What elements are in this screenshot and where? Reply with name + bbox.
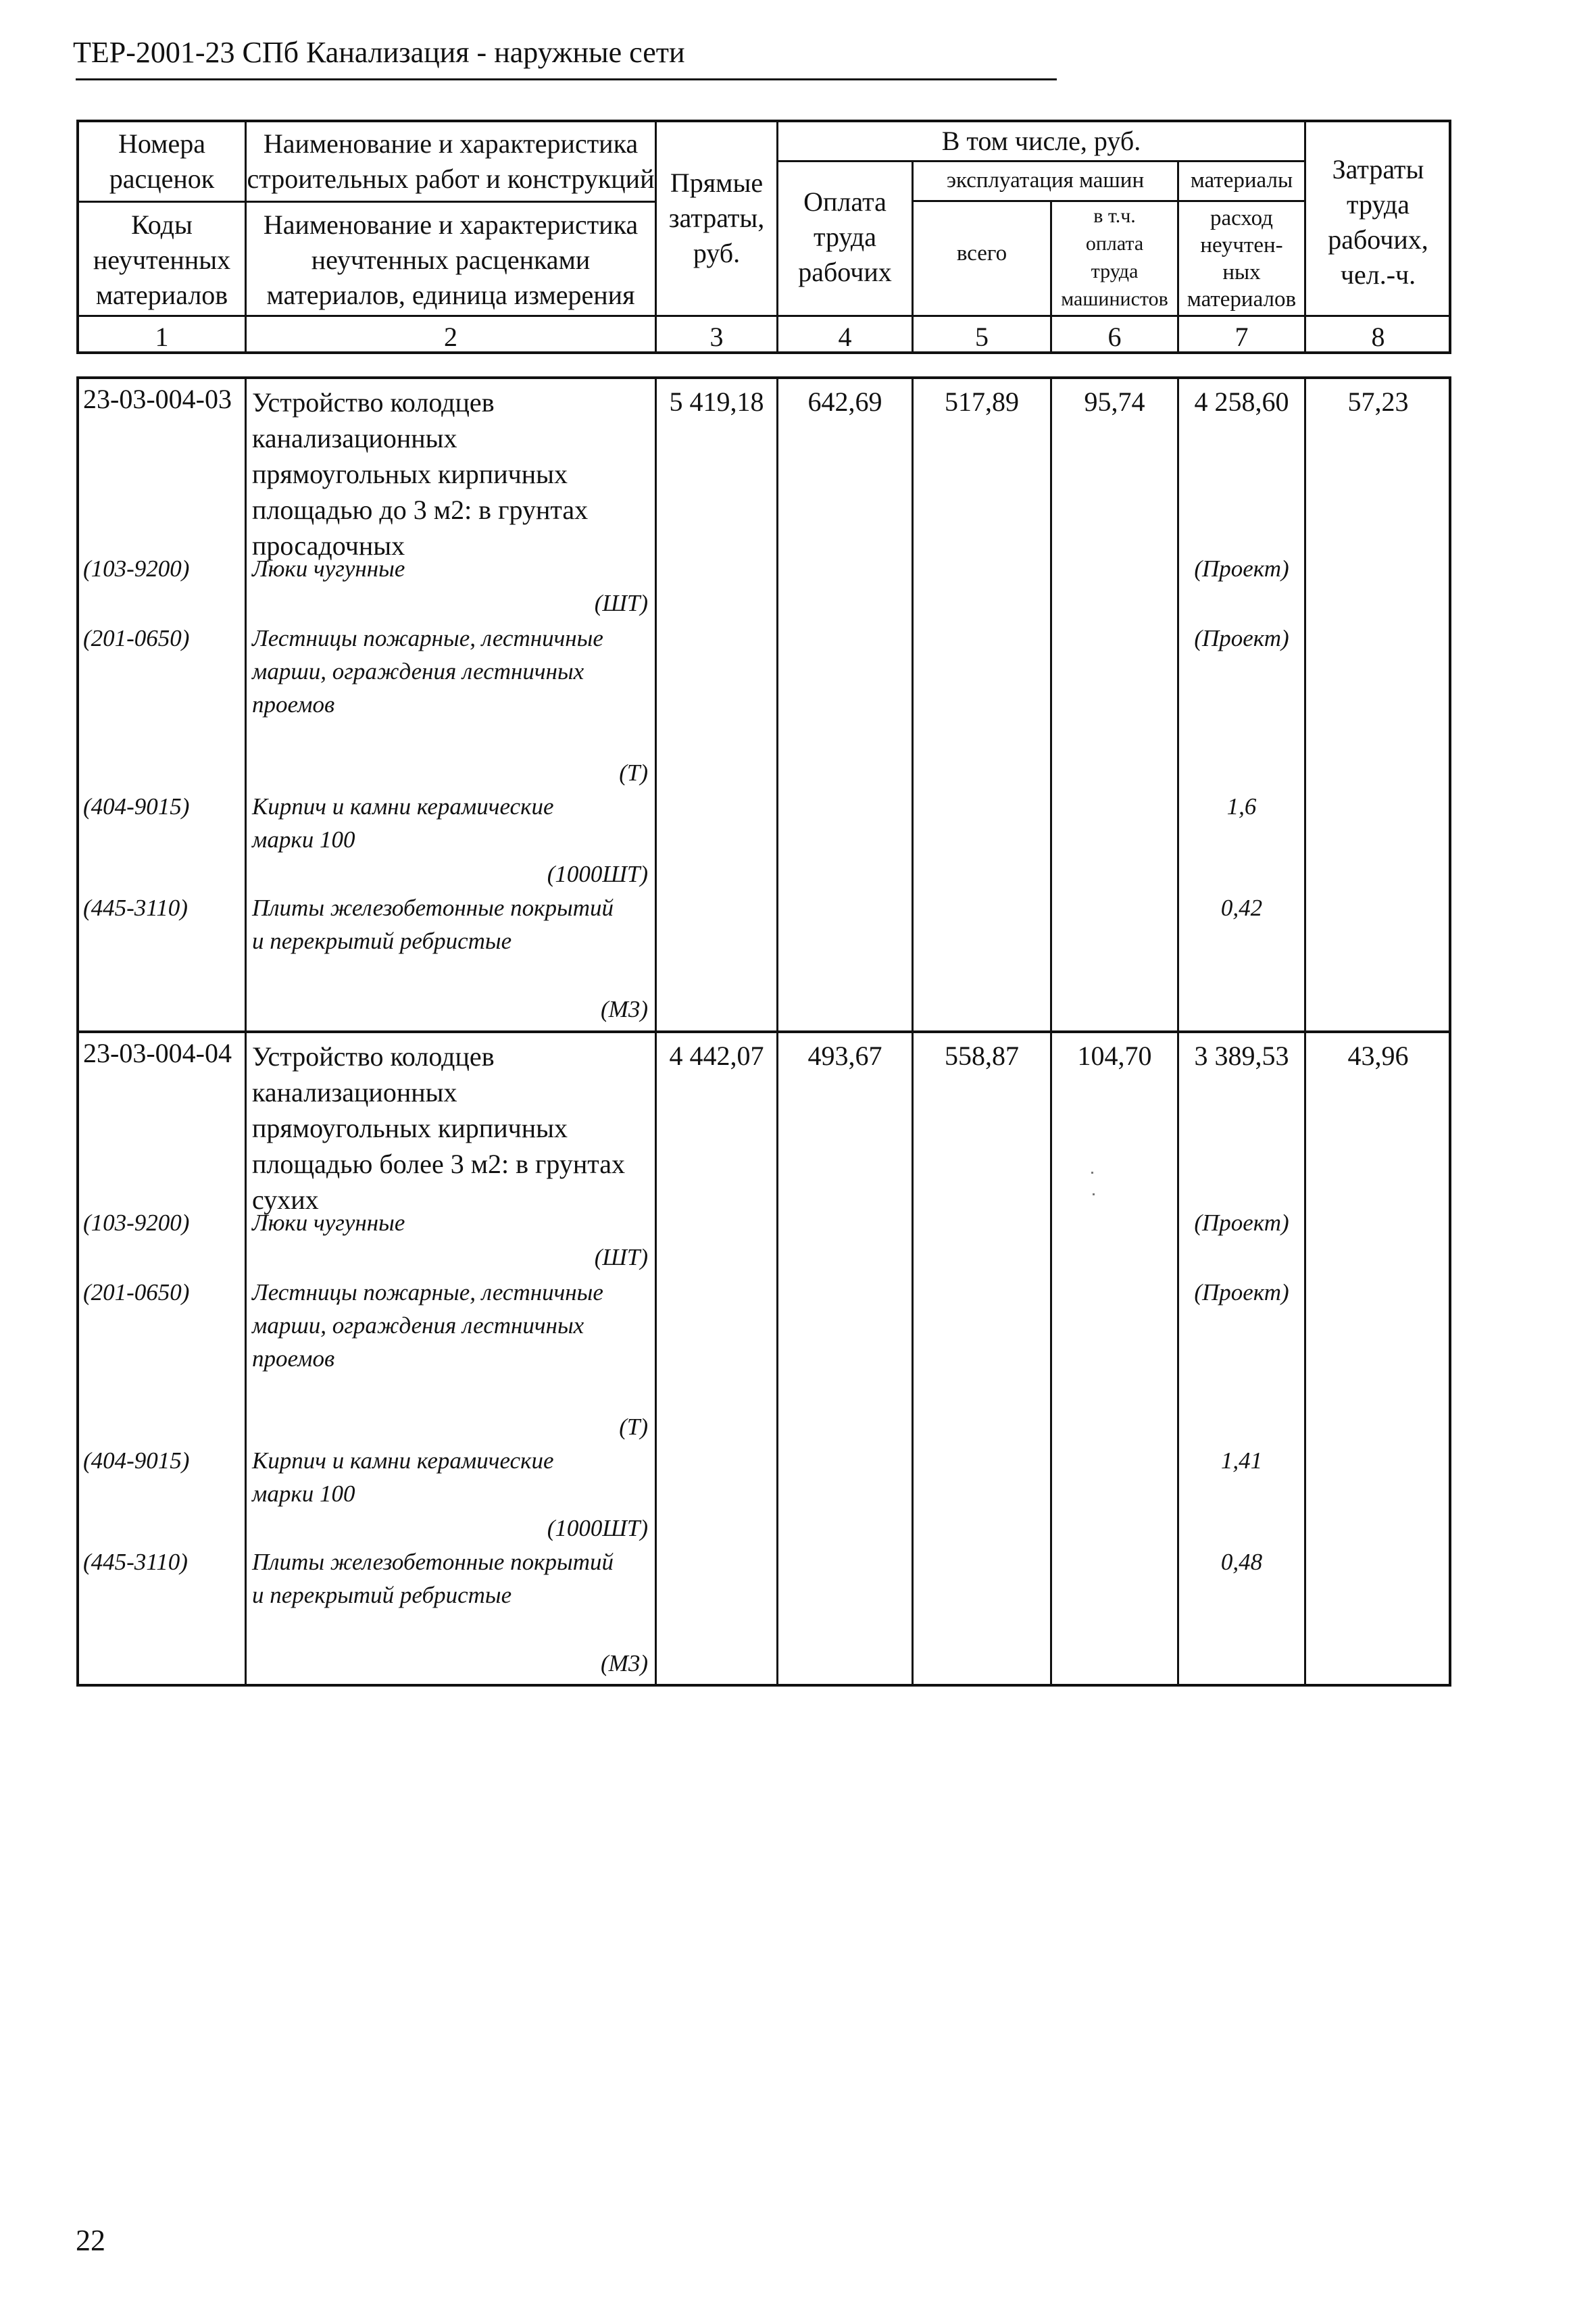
row-divider [79,201,655,203]
material-qty: 0,48 [1220,1549,1263,1575]
work-name: Устройство колодцев канализационных прямоугольных кирпичных площадью до 3 м2: в грунтах просадочных [252,387,589,561]
column-number: 2 [444,322,457,352]
header-labor-pay: Оплата труда рабочих [798,186,892,287]
header-including: В том числе, руб. [941,126,1141,156]
header-rate-numbers: Номера расценок [109,128,215,194]
machines-total: 517,89 [945,387,1019,417]
material-unit: (М3) [601,996,648,1022]
header-material-name: Наименование и характеристика неучтенных расценками материалов, единица измерения [263,209,639,310]
material-qty: (Проект) [1194,1279,1289,1305]
material-name: Люки чугунные [252,1210,405,1236]
rate-code: 23-03-004-04 [83,1038,232,1068]
material-code: (201-0650) [83,1279,190,1305]
labor-hours: 43,96 [1347,1041,1409,1071]
column-number: 6 [1107,322,1122,352]
scan-speck [1091,1172,1093,1174]
row-divider [79,1030,1449,1033]
material-qty: 0,42 [1220,895,1263,921]
material-name: Плиты железобетонные покрытий и перекрытий ребристые [252,1549,614,1608]
material-code: (103-9200) [83,1210,190,1236]
material-qty: (Проект) [1194,625,1289,651]
material-unit: (ШТ) [594,1244,648,1270]
material-name: Плиты железобетонные покрытий и перекрытий ребристые [252,895,614,954]
material-code: (404-9015) [83,1447,190,1474]
material-code: (201-0650) [83,625,190,651]
materials-cost: 4 258,60 [1194,387,1289,417]
material-unit: (Т) [619,1414,648,1440]
direct-costs: 5 419,18 [669,387,764,417]
header-machine-total: всего [956,241,1007,266]
labor-pay: 642,69 [807,387,882,417]
materials-cost: 3 389,53 [1194,1041,1289,1071]
material-name: Лестницы пожарные, лестничные марши, ограждения лестничных проемов [252,625,603,718]
material-code: (445-3110) [83,1549,188,1575]
material-qty: 1,6 [1226,793,1257,820]
material-name: Кирпич и камни керамические марки 100 [252,1447,554,1507]
machines-total: 558,87 [945,1041,1019,1071]
row-divider [776,160,1304,162]
column-number: 4 [838,322,852,352]
rate-code: 23-03-004-03 [83,384,232,414]
table-header [76,120,1451,354]
row-divider [79,315,1449,317]
header-direct-costs: Прямые затраты, руб. [668,168,765,268]
material-unit: (Т) [619,760,648,786]
column-number: 1 [155,322,169,352]
material-qty: (Проект) [1194,1210,1289,1236]
material-code: (103-9200) [83,555,190,582]
header-materials: материалы [1190,168,1293,193]
page-number: 22 [76,2224,105,2257]
work-name: Устройство колодцев канализационных прямоугольных кирпичных площадью более 3 м2: в грунтах сухих [252,1041,626,1215]
column-number: 5 [975,322,989,352]
header-machine-operation: эксплуатация машин [946,168,1145,193]
header-material-codes: Коды неучтенных материалов [93,209,231,310]
machinists-pay: 95,74 [1084,387,1145,417]
direct-costs: 4 442,07 [669,1041,764,1071]
material-qty: (Проект) [1194,555,1289,582]
material-code: (445-3110) [83,895,188,921]
header-unaccounted-materials: расход неучтен- ных материалов [1187,206,1297,312]
material-qty: 1,41 [1220,1447,1263,1474]
material-name: Люки чугунные [252,555,405,582]
table-body [76,376,1451,1687]
title-underline [76,78,1057,80]
material-code: (404-9015) [83,793,190,820]
column-number: 8 [1371,322,1385,352]
header-machinist-pay: в т.ч. оплата труда машинистов [1061,205,1168,310]
material-name: Лестницы пожарные, лестничные марши, ограждения лестничных проемов [252,1279,603,1372]
machinists-pay: 104,70 [1077,1041,1152,1071]
material-unit: (М3) [601,1650,648,1676]
material-unit: (1000ШТ) [547,861,648,887]
labor-pay: 493,67 [807,1041,882,1071]
material-unit: (ШТ) [594,590,648,616]
material-name: Кирпич и камни керамические марки 100 [252,793,554,853]
header-labor-hours: Затраты труда рабочих, чел.-ч. [1328,154,1428,290]
material-unit: (1000ШТ) [547,1515,648,1541]
column-number: 3 [709,322,724,352]
scan-speck [1093,1193,1095,1195]
header-work-name: Наименование и характеристика строительных работ и конструкций [247,128,655,194]
labor-hours: 57,23 [1347,387,1409,417]
document-title: ТЕР-2001-23 СПб Канализация - наружные сети [73,36,685,69]
column-number: 7 [1235,322,1249,352]
